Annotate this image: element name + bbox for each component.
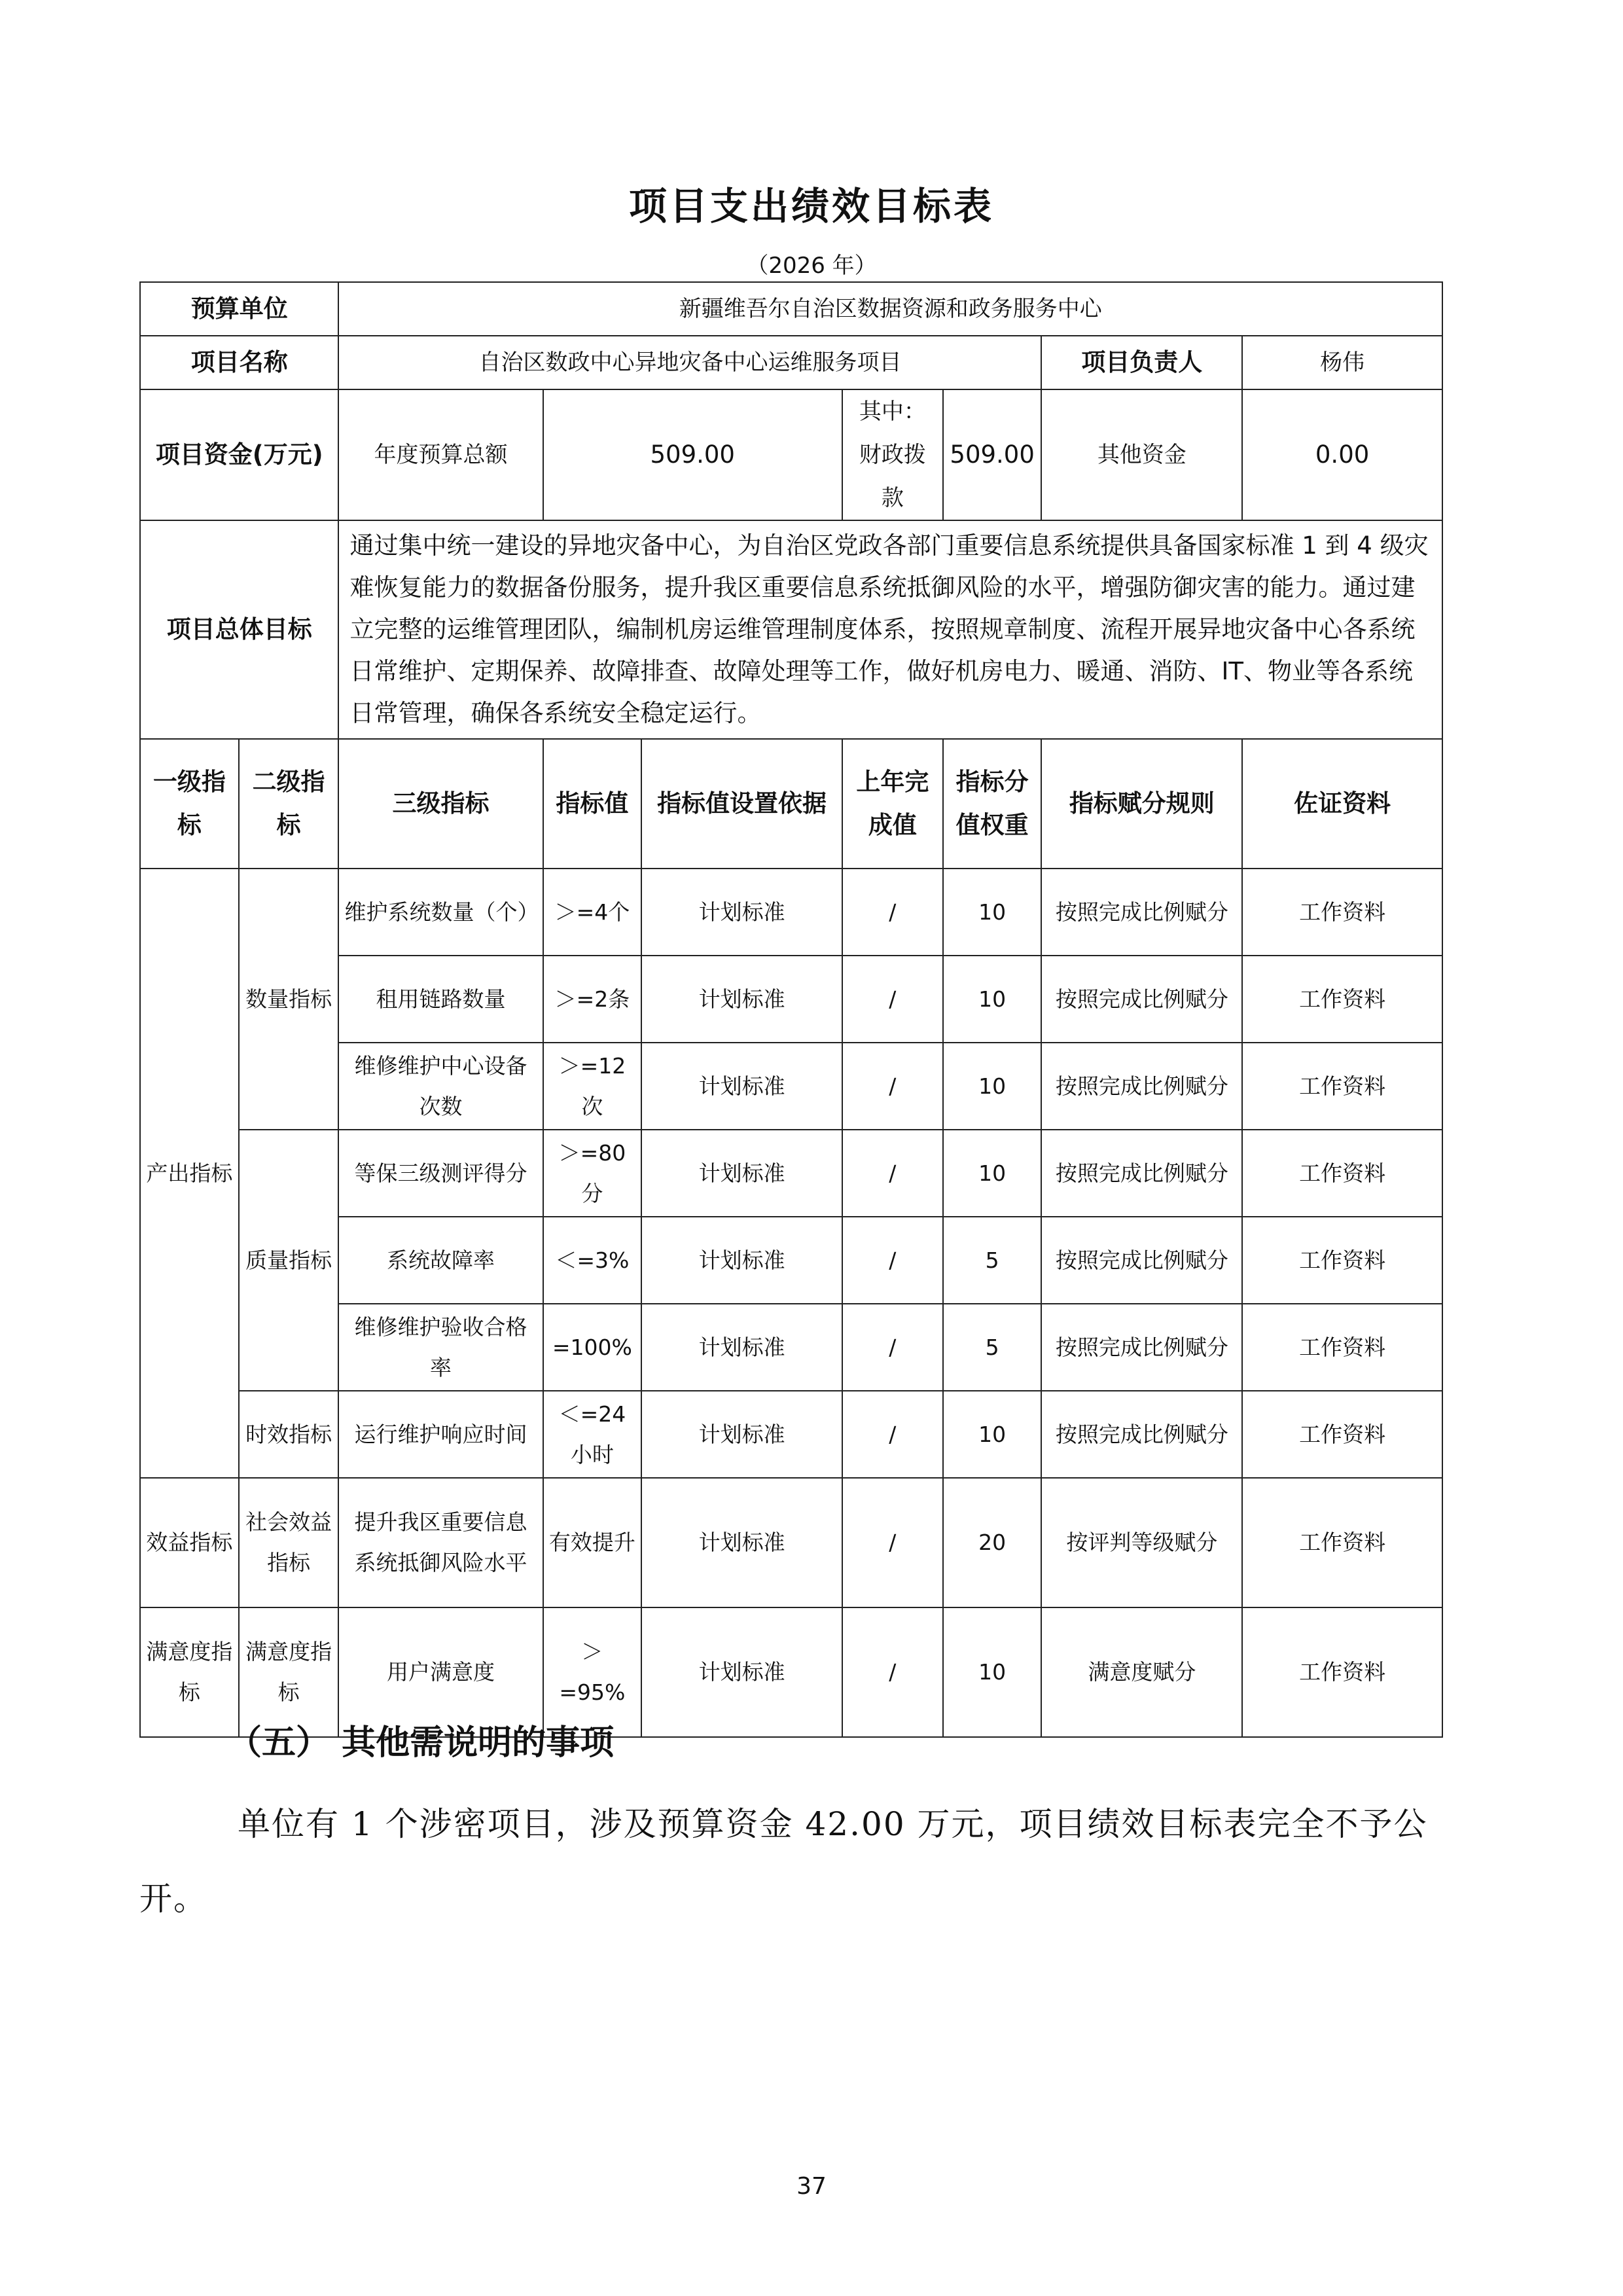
table-row — [140, 1391, 1442, 1478]
col-value: 指标值 — [543, 739, 642, 869]
group-quality: 质量指标 — [239, 1130, 339, 1391]
indicator-value: =100% — [543, 1304, 642, 1391]
indicator-evidence: 工作资料 — [1242, 869, 1442, 956]
project-name-value: 自治区数政中心异地灾备中心运维服务项目 — [338, 336, 1041, 389]
indicator-name: 租用链路数量 — [338, 956, 543, 1043]
indicator-weight: 10 — [943, 1043, 1042, 1130]
other-funds-label: 其他资金 — [1041, 389, 1242, 520]
group-satisfaction-level2: 满意度指标 — [239, 1607, 339, 1737]
group-output: 产出指标 — [140, 869, 239, 1478]
indicator-name: 等保三级测评得分 — [338, 1130, 543, 1217]
indicator-evidence: 工作资料 — [1242, 1304, 1442, 1391]
indicator-last-year: / — [842, 1304, 943, 1391]
annual-budget-label: 年度预算总额 — [338, 389, 543, 520]
indicator-evidence: 工作资料 — [1242, 1130, 1442, 1217]
project-leader-value: 杨伟 — [1242, 336, 1442, 389]
indicator-rule: 按照完成比例赋分 — [1041, 1043, 1242, 1130]
other-funds-value: 0.00 — [1242, 389, 1442, 520]
indicator-value: ＞=12次 — [543, 1043, 642, 1130]
col-level3: 三级指标 — [338, 739, 543, 869]
indicator-value: 有效提升 — [543, 1478, 642, 1607]
indicator-evidence: 工作资料 — [1242, 1478, 1442, 1607]
indicator-evidence: 工作资料 — [1242, 1391, 1442, 1478]
col-weight: 指标分值权重 — [943, 739, 1042, 869]
indicator-evidence: 工作资料 — [1242, 1043, 1442, 1130]
project-leader-label: 项目负责人 — [1041, 336, 1242, 389]
indicator-basis: 计划标准 — [641, 956, 842, 1043]
table-row — [140, 1130, 1442, 1217]
unit-value: 新疆维吾尔自治区数据资源和政务服务中心 — [338, 282, 1442, 336]
indicator-basis: 计划标准 — [641, 1217, 842, 1304]
project-fund-label: 项目资金(万元) — [140, 389, 338, 520]
project-name-row — [140, 336, 1442, 389]
indicator-last-year: / — [842, 1130, 943, 1217]
indicator-value: ＞=2条 — [543, 956, 642, 1043]
indicator-weight: 10 — [943, 1130, 1042, 1217]
indicator-basis: 计划标准 — [641, 1304, 842, 1391]
indicator-name: 系统故障率 — [338, 1217, 543, 1304]
indicator-value: ＜=3% — [543, 1217, 642, 1304]
indicator-last-year: / — [842, 956, 943, 1043]
col-level2: 二级指标 — [239, 739, 339, 869]
indicator-name: 提升我区重要信息系统抵御风险水平 — [338, 1478, 543, 1607]
fiscal-allocation-value: 509.00 — [943, 389, 1042, 520]
indicator-last-year: / — [842, 1217, 943, 1304]
page-number: 37 — [796, 2173, 827, 2200]
table-year: （2026 年） — [746, 253, 877, 279]
indicator-value: ＜=24小时 — [543, 1391, 642, 1478]
annual-budget-value: 509.00 — [543, 389, 842, 520]
indicator-last-year: / — [842, 869, 943, 956]
indicator-last-year: / — [842, 1043, 943, 1130]
performance-target-table — [139, 281, 1443, 1738]
overall-goal-label: 项目总体目标 — [140, 520, 338, 739]
indicator-weight: 10 — [943, 1607, 1042, 1737]
indicator-last-year: / — [842, 1391, 943, 1478]
group-timeliness: 时效指标 — [239, 1391, 339, 1478]
overall-goal-row — [140, 520, 1442, 739]
indicator-basis: 计划标准 — [641, 1607, 842, 1737]
indicator-rule: 满意度赋分 — [1041, 1607, 1242, 1737]
indicator-last-year: / — [842, 1607, 943, 1737]
indicator-rule: 按照完成比例赋分 — [1041, 1391, 1242, 1478]
indicator-weight: 10 — [943, 1391, 1042, 1478]
col-basis: 指标值设置依据 — [641, 739, 842, 869]
col-evidence: 佐证资料 — [1242, 739, 1442, 869]
indicator-name: 维修维护验收合格率 — [338, 1304, 543, 1391]
indicator-value: ＞=95% — [543, 1607, 642, 1737]
table-row — [140, 869, 1442, 956]
indicator-weight: 10 — [943, 869, 1042, 956]
indicator-last-year: / — [842, 1478, 943, 1607]
overall-goal-text: 通过集中统一建设的异地灾备中心，为自治区党政各部门重要信息系统提供具备国家标准 1 到 4 级灾难恢复能力的数据备份服务，提升我区重要信息系统抵御风险的水平，增强防御灾害的能力。通过建立完整的运维管理团队，编制机房运维管理制度体系，按照规章制度、流程开展异地灾备中心各系统日常维护、定期保养、故障排查、故障处理等工作，做好机房电力、暖通、消防、IT、物业等各系统日常管理，确保各系统安全稳定运行。 — [338, 520, 1442, 739]
indicator-rule: 按照完成比例赋分 — [1041, 1130, 1242, 1217]
indicator-weight: 5 — [943, 1304, 1042, 1391]
unit-row — [140, 282, 1442, 336]
indicator-rule: 按照完成比例赋分 — [1041, 869, 1242, 956]
indicator-basis: 计划标准 — [641, 1391, 842, 1478]
col-rule: 指标赋分规则 — [1041, 739, 1242, 869]
unit-label: 预算单位 — [140, 282, 338, 336]
indicator-basis: 计划标准 — [641, 1130, 842, 1217]
indicator-rule: 按照完成比例赋分 — [1041, 956, 1242, 1043]
indicator-rule: 按照完成比例赋分 — [1041, 1304, 1242, 1391]
group-social-benefit: 社会效益指标 — [239, 1478, 339, 1607]
indicator-rule: 按评判等级赋分 — [1041, 1478, 1242, 1607]
indicator-weight: 5 — [943, 1217, 1042, 1304]
indicator-name: 运行维护响应时间 — [338, 1391, 543, 1478]
project-name-label: 项目名称 — [140, 336, 338, 389]
indicator-basis: 计划标准 — [641, 869, 842, 956]
page-title: 项目支出绩效目标表 — [628, 184, 994, 228]
indicator-evidence: 工作资料 — [1242, 1607, 1442, 1737]
table-row — [140, 1478, 1442, 1607]
indicator-weight: 20 — [943, 1478, 1042, 1607]
indicator-evidence: 工作资料 — [1242, 956, 1442, 1043]
indicator-name: 用户满意度 — [338, 1607, 543, 1737]
indicator-value: ＞=80分 — [543, 1130, 642, 1217]
indicator-basis: 计划标准 — [641, 1043, 842, 1130]
indicator-header-row — [140, 739, 1442, 869]
indicator-name: 维护系统数量（个） — [338, 869, 543, 956]
indicator-weight: 10 — [943, 956, 1042, 1043]
fiscal-allocation-label: 其中：财政拨款 — [842, 389, 943, 520]
group-benefit: 效益指标 — [140, 1478, 239, 1607]
col-level1: 一级指标 — [140, 739, 239, 869]
group-quantity: 数量指标 — [239, 869, 339, 1130]
indicator-name: 维修维护中心设备次数 — [338, 1043, 543, 1130]
indicator-basis: 计划标准 — [641, 1478, 842, 1607]
indicator-evidence: 工作资料 — [1242, 1217, 1442, 1304]
indicator-value: ＞=4个 — [543, 869, 642, 956]
group-satisfaction-level1: 满意度指标 — [140, 1607, 239, 1737]
indicator-rule: 按照完成比例赋分 — [1041, 1217, 1242, 1304]
section-heading: （五） 其他需说明的事项 — [228, 1723, 615, 1763]
body-paragraph: 单位有 1 个涉密项目，涉及预算资金 42.00 万元，项目绩效目标表完全不予公开。 — [139, 1805, 1428, 1918]
project-fund-row — [140, 389, 1442, 520]
col-last-year: 上年完成值 — [842, 739, 943, 869]
